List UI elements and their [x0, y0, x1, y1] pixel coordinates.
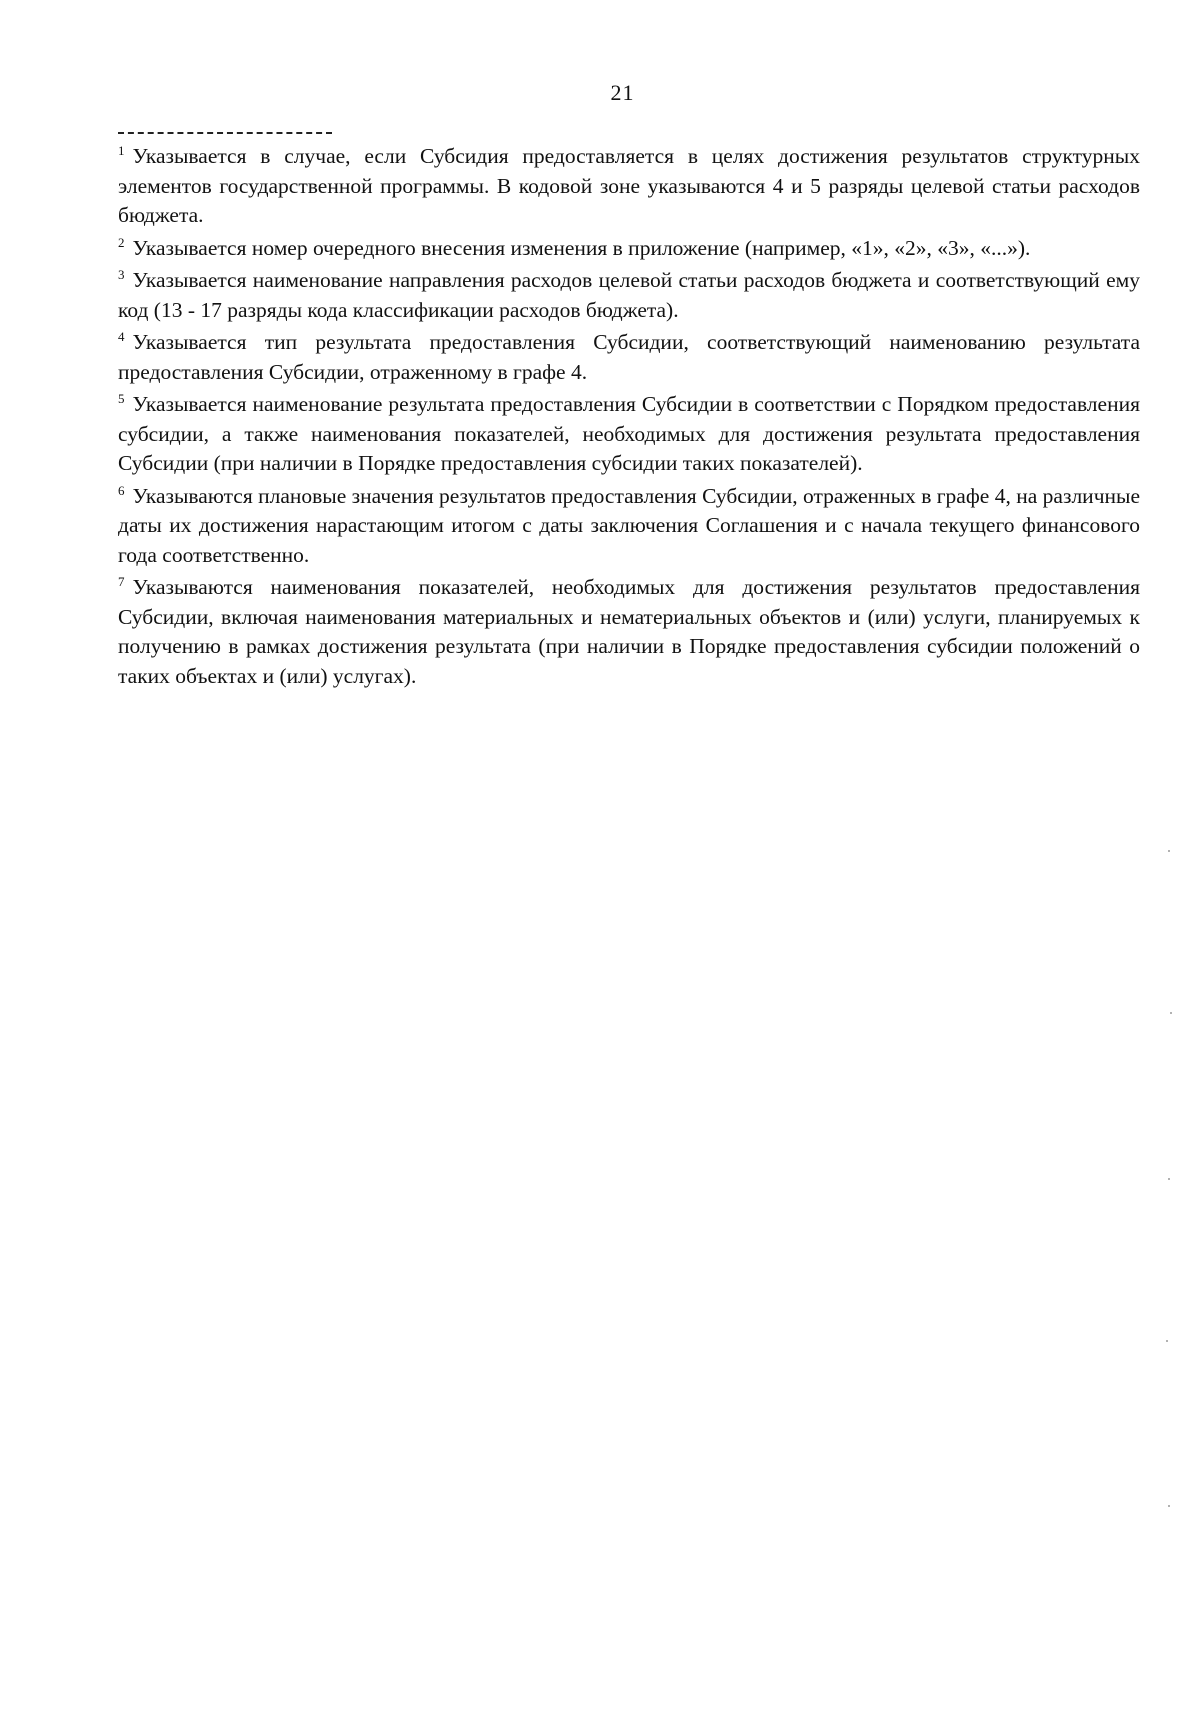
footnote: [118, 142, 1140, 231]
footnote: [118, 328, 1140, 387]
footnote: [118, 266, 1140, 325]
footnote-mark: 6: [118, 482, 125, 498]
footnote-text: Указывается наименование направления расходов целевой статьи расходов бюджета и соответствующий ему код (13 - 17 разряды кода классификации расходов бюджета).: [118, 268, 1140, 322]
footnote: [118, 234, 1140, 264]
footnote-separator: [118, 132, 332, 134]
footnote-mark: 5: [118, 391, 125, 406]
footnote: [118, 482, 1140, 571]
page-number: 21: [610, 80, 635, 105]
footnotes-list: [118, 142, 1140, 694]
scan-speck: [1170, 1012, 1172, 1014]
scan-speck: [1168, 1505, 1170, 1507]
footnote-text: Указывается наименование результата предоставления Субсидии в соответствии с Порядком предоставления субсидии, а также наименования показателей, необходимых для достижения результата предоставления Субсидии (при наличии в Порядке предоставления субсидии таких показателей).: [118, 392, 1140, 475]
footnote-text: Указываются плановые значения результатов предоставления Субсидии, отраженных в графе 4, на различные даты их достижения нарастающим итогом с даты заключения Соглашения и с начала текущего финансового года соответственно.: [118, 483, 1140, 567]
footnote-mark: 1: [118, 143, 125, 158]
footnote-text: Указывается номер очередного внесения изменения в приложение (например, «1», «2», «3», «...»).: [132, 235, 1031, 260]
footnote-text: Указываются наименования показателей, необходимых для достижения результатов предоставления Субсидии, включая наименования материальных и нематериальных объектов и (или) услуги, планируемых к получению в рамках достижения результата (при наличии в Порядке предоставления субсидии положений о таких объектах и (или) услугах).: [118, 575, 1140, 688]
footnote-text: Указывается тип результата предоставления Субсидии, соответствующий наименованию результата предоставления Субсидии, отраженному в графе 4.: [118, 330, 1140, 384]
scan-speck: [1168, 850, 1170, 852]
scan-speck: [1168, 1178, 1170, 1180]
footnote-text: Указывается в случае, если Субсидия предоставляется в целях достижения результатов структурных элементов государственной программы. В кодовой зоне указываются 4 и 5 разряды целевой статьи расходов бюджета.: [118, 144, 1140, 227]
footnote-mark: 4: [118, 329, 125, 344]
footnote-mark: 7: [118, 574, 125, 589]
scan-speck: [1166, 1340, 1168, 1342]
footnote-mark: 3: [118, 267, 125, 282]
footnote: [118, 573, 1140, 691]
footnote-mark: 2: [118, 234, 125, 250]
footnote: [118, 390, 1140, 479]
